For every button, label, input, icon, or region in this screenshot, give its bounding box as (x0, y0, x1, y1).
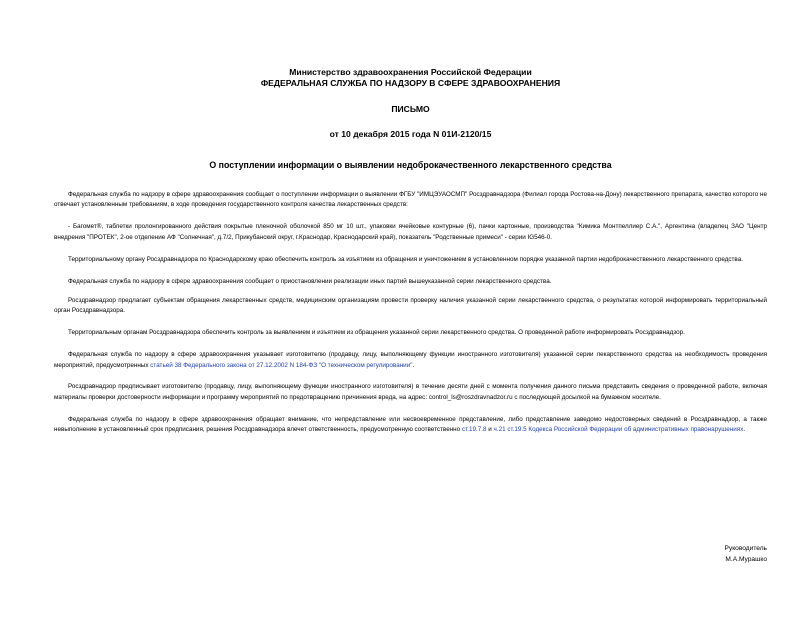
paragraph-9-mid: и (486, 426, 494, 434)
paragraph-3: Территориальному органу Росздравнадзора по Краснодарскому краю обеспечить контроль за изъятием из обращения и уничтожением в установленном порядке указанной партии недоброкачественного лекарственного средства. (68, 255, 743, 263)
service-name: ФЕДЕРАЛЬНАЯ СЛУЖБА ПО НАДЗОРУ В СФЕРЕ ЗДРАВООХРАНЕНИЯ (260, 78, 561, 88)
article-19-5-link[interactable]: ч.21 ст.19.5 Кодекса Российской Федерации об административных правонарушениях (493, 426, 744, 434)
document-subject: О поступлении информации о выявлении недоброкачественного лекарственного средства (209, 160, 612, 170)
paragraph-2: - Багомет®, таблетки пролонгированного действия покрытые пленочной оболочкой 850 мг 10 шт., упаковки ячейковые контурные (6), пачки картонные, производства "Кимика Монтпеллиер С.А.", Аргентина (владелец ЗАО "Центр внедрения "ПРОТЕК", 2-ое отделение АФ "Солнечная", д.7/2, Прикубанский округ, г.Краснодар, Краснодарский край), показатель "Родственные примеси" - серии IG546-0. (54, 223, 767, 241)
paragraph-9-end: . (743, 426, 746, 434)
paragraph-1: Федеральная служба по надзору в сфере здравоохранения сообщает о поступлении информации о выявлении ФГБУ "ИМЦЭУАОСМП" Росздравнадзора (Филиал города Ростова-на-Дону) лекарственного препарата, качество которого не отвечает установленным требованиям, в ходе проведения государственного контроля качества лекарственных средств: (54, 191, 767, 209)
paragraph-7-text: Федеральная служба по надзору в сфере здравоохранения указывает изготовителю (продавцу, лицу, выполняющему функции иностранного изготовителя) указанной серии лекарственного средства на необходимость проведения мероприятий, предусмотренных (54, 351, 767, 369)
paragraph-9-text: Федеральная служба по надзору в сфере здравоохранения обращает внимание, что непредставление или несвоевременное представление, либо представление заведомо недостоверных сведений в Росздравнадзор, а также невыполнение в установленный срок предписания, решения Росздравнадзора влечет ответственность, предусмотренную соответственно (54, 415, 767, 434)
document-body (54, 190, 767, 436)
paragraph-8: Росздравнадзор предписывает изготовителю (продавцу, лицу, выполняющему функции иностранного изготовителя) в течение десяти дней с момента получения данного письма представить сведения о проведенной работе, включая материалы проверки достоверности информации и программу мероприятий по предотвращению причинения вреда, на адрес: control_ls@roszdravnadzor.ru с последующей досылкой на бумажном носителе. (54, 383, 767, 401)
signature-name: М.А.Мурашко (725, 555, 767, 563)
law-184-fz-link[interactable]: статьей 38 Федерального закона от 27.12.2002 N 184-ФЗ "О техническом регулировании" (150, 361, 413, 369)
signature-title: Руководитель (724, 545, 767, 552)
document-date-number: от 10 декабря 2015 года N 01И-2120/15 (329, 129, 492, 139)
ministry-name: Министерство здравоохранения Российской Федерации (289, 67, 532, 77)
paragraph-5: Росздравнадзор предлагает субъектам обращения лекарственных средств, медицинским организациям провести проверку наличия указанной серии лекарственного средства, о результатах которой информировать территориальный орган Росздравнадзора. (54, 296, 767, 315)
signature-block (725, 544, 767, 565)
paragraph-4: Федеральная служба по надзору в сфере здравоохранения сообщает о приостановлении реализации иных партий вышеуказанной серии лекарственного средства. (68, 277, 552, 285)
paragraph-6: Территориальным органам Росздравнадзора обеспечить контроль за выявлением и изъятием из обращения указанной серии лекарственного средства. О проведенной работе информировать Росздравнадзор. (68, 329, 685, 337)
paragraph-9 (54, 415, 767, 436)
paragraph-7-end: . (412, 361, 415, 369)
article-19-7-8-link[interactable]: ст.19.7.8 (461, 426, 487, 434)
document-type: ПИСЬМО (391, 104, 430, 114)
document-page (0, 67, 807, 638)
paragraph-7 (54, 350, 767, 371)
